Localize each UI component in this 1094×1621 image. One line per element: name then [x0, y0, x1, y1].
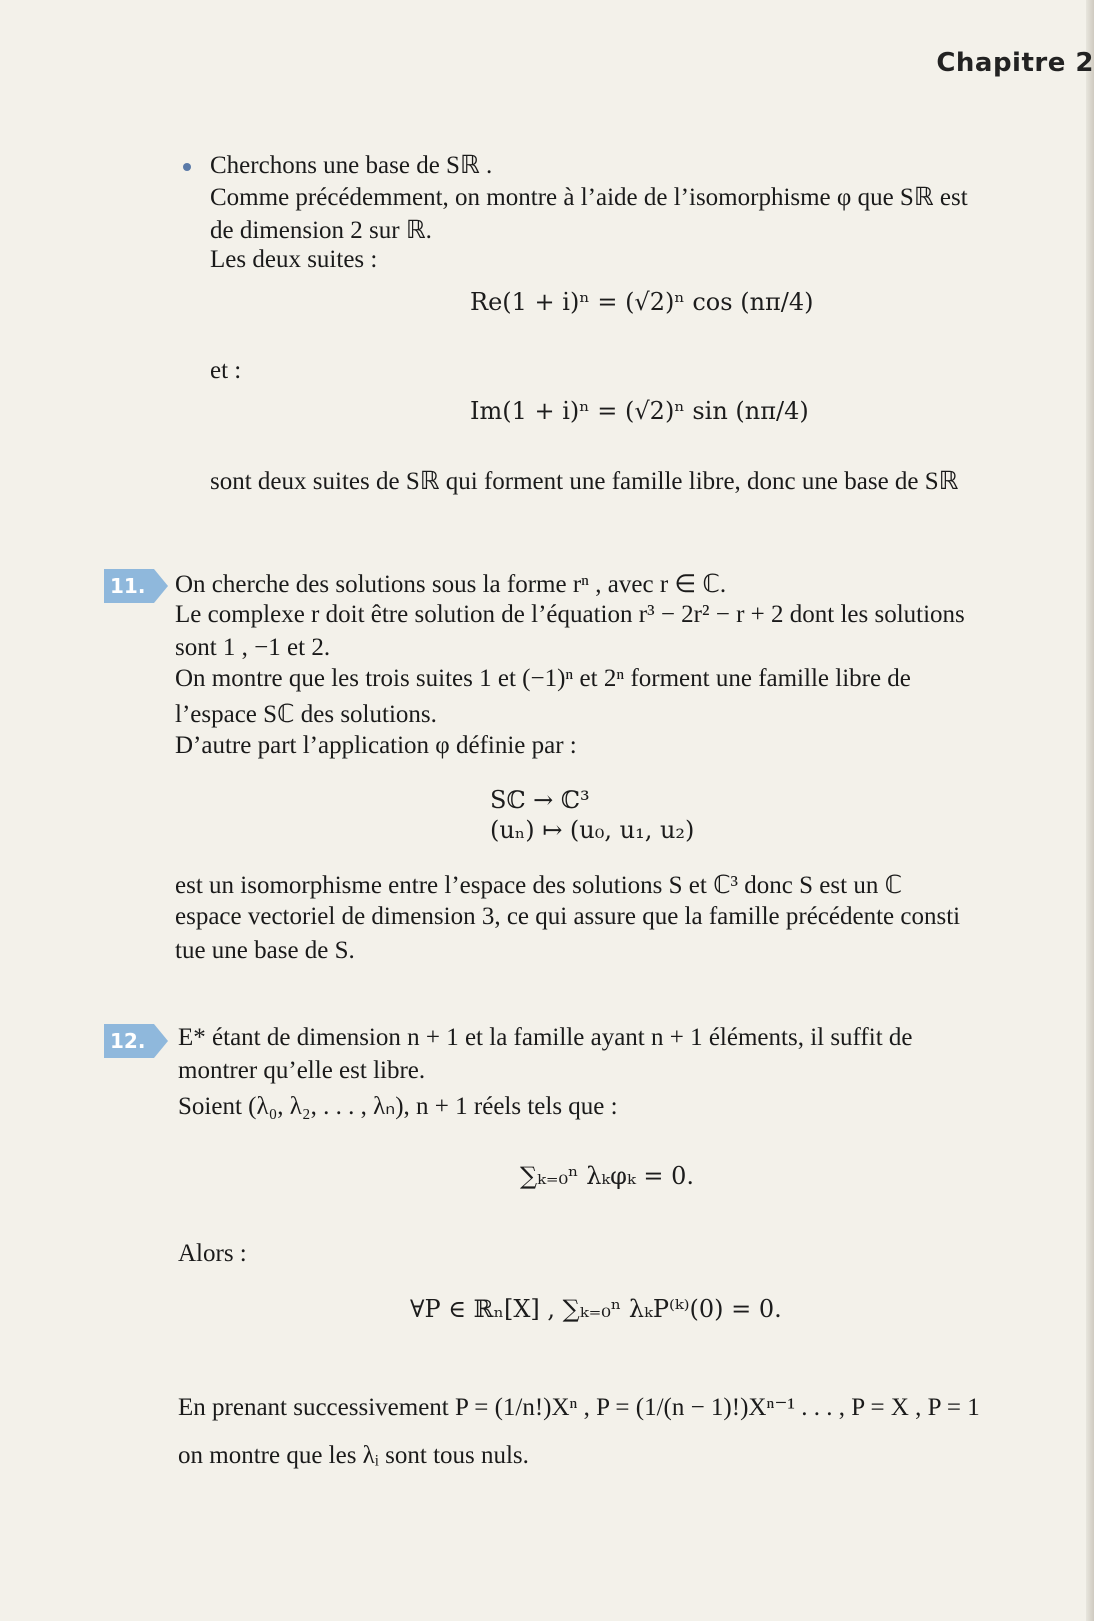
ex11-line-5: l’espace Sℂ des solutions.	[175, 701, 437, 728]
section-a-line-4: Les deux suites :	[210, 246, 378, 273]
ex12-line-5: En prenant successivement P = (1/n!)Xⁿ , P = (1/(n − 1)!)Xⁿ⁻¹ . . . , P = X , P = 1	[178, 1394, 980, 1421]
ex12-line-2: montrer qu’elle est libre.	[178, 1057, 426, 1084]
ex11-line-2: Le complexe r doit être solution de l’équation r³ − 2r² − r + 2 dont les solutions	[175, 601, 965, 628]
formula-derivative-sum: ∀P ∈ ℝₙ[X] , ∑ₖ₌₀ⁿ λₖP⁽ᵏ⁾(0) = 0.	[410, 1295, 782, 1323]
ex12-line-3: Soient (λ₀, λ₂, . . . , λₙ), n + 1 réels tels que :	[178, 1093, 618, 1120]
exercise-12-badge: 12.	[104, 1024, 170, 1058]
section-a-line-5: et :	[210, 357, 242, 384]
ex11-line-1: On cherche des solutions sous la forme rⁿ , avec r ∈ ℂ.	[175, 571, 727, 598]
section-a-line-2: Comme précédemment, on montre à l’aide de l’isomorphisme φ que Sℝ est	[210, 184, 968, 211]
formula-map-rule: (uₙ) ↦ (u₀, u₁, u₂)	[490, 816, 695, 844]
ex11-line-3: sont 1 , −1 et 2.	[175, 634, 331, 661]
formula-imaginary-part: Im(1 + i)ⁿ = (√2)ⁿ sin (nπ/4)	[470, 397, 809, 425]
ex11-line-8: espace vectoriel de dimension 3, ce qui assure que la famille précédente consti	[175, 903, 961, 930]
ex12-line-4: Alors :	[178, 1240, 247, 1267]
section-a-line-6: sont deux suites de Sℝ qui forment une famille libre, donc une base de Sℝ	[210, 468, 959, 495]
ex12-line-6: on montre que les λᵢ sont tous nuls.	[178, 1442, 529, 1469]
page-edge-shadow	[1086, 0, 1094, 1621]
chapter-header: Chapitre 2	[936, 48, 1094, 78]
ex11-line-4: On montre que les trois suites 1 et (−1)ⁿ et 2ⁿ forment une famille libre de	[175, 665, 911, 692]
formula-sum-zero: ∑ₖ₌₀ⁿ λₖφₖ = 0.	[520, 1162, 694, 1190]
section-a-line-3: de dimension 2 sur ℝ.	[210, 217, 432, 244]
ex11-line-7: est un isomorphisme entre l’espace des solutions S et ℂ³ donc S est un ℂ	[175, 872, 903, 899]
ex11-line-9: tue une base de S.	[175, 937, 355, 964]
bullet-icon	[183, 163, 191, 171]
formula-map-domain: Sℂ → ℂ³	[490, 786, 590, 814]
formula-real-part: Re(1 + i)ⁿ = (√2)ⁿ cos (nπ/4)	[470, 288, 814, 316]
section-a-line-1: Cherchons une base de Sℝ .	[210, 152, 493, 179]
exercise-11-badge: 11.	[104, 569, 170, 603]
ex11-line-6: D’autre part l’application φ définie par :	[175, 732, 577, 759]
ex12-line-1: E* étant de dimension n + 1 et la famille ayant n + 1 éléments, il suffit de	[178, 1024, 913, 1051]
